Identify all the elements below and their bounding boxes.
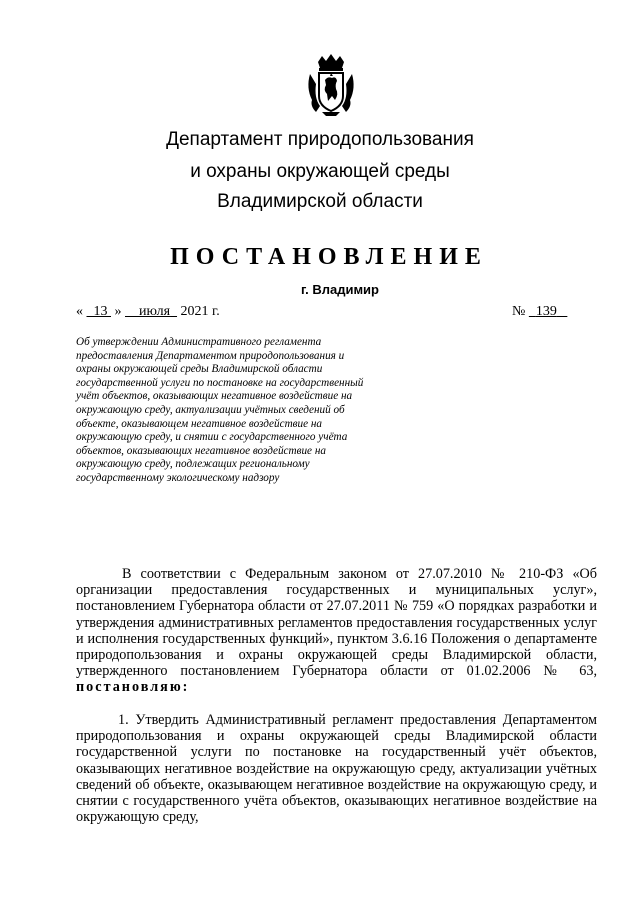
preamble-paragraph xyxy=(76,566,597,696)
department-name-line-2: и охраны окружающей среды xyxy=(190,161,450,182)
department-name-line-1: Департамент природопользования xyxy=(166,129,474,150)
department-name-line-3: Владимирской области xyxy=(217,191,423,212)
document-subject: Об утверждении Административного регламента предоставления Департаментом природопользования и охраны окружающей среды Владимирской области государственной услуги по постановке на государственный учёт объектов, оказывающих негативное воздействие на окружающую среду, актуализации учётных сведений об объекте, оказывающем негативное воздействие на окружающую среду, и снятии с государственного учёта объектов, оказывающих негативное воздействие на окружающую среду, подлежащих региональному государственному экологическому надзору xyxy=(76,336,364,484)
date-day: 13 xyxy=(93,304,108,319)
city: г. Владимир xyxy=(300,282,379,297)
number-label: № xyxy=(512,304,526,319)
document-title: ПОСТАНОВЛЕНИЕ xyxy=(170,244,488,270)
document-date xyxy=(76,304,220,320)
document-number xyxy=(512,304,567,320)
date-open-quote: « xyxy=(76,304,83,319)
date-month: июля xyxy=(139,304,171,319)
date-year: 2021 г. xyxy=(180,304,220,319)
number-value: 139 xyxy=(535,304,557,319)
clause-1-paragraph: 1. Утвердить Административный регламент предоставления Департаментом природопользования и охраны окружающей среды Владимирской области государственной услуги по постановке на государственный учёт объектов, оказывающих негативное воздействие на окружающую среду, актуализации учётных сведений об объекте, оказывающем негативное воздействие на окружающую среду, и снятии с государственного учёта объектов, оказывающих негативное воздействие на окружающую среду, xyxy=(76,712,597,826)
preamble-text: В соответствии с Федеральным законом от 27.07.2010 № 210-ФЗ «Об организации предоставления государственных и муниципальных услуг», постановлением Губернатора области от 27.07.2011 № 759 «О порядках разработки и утверждения административных регламентов предоставления государственных услуг и исполнения государственных функций», пунктом 3.6.16 Положения о департаменте природопользования и охраны окружающей среды Владимирской области, утвержденного постановлением Губернатора области от 01.02.2006 № 63, xyxy=(76,566,597,680)
resolve-keyword: постановляю: xyxy=(76,679,190,696)
coat-of-arms-icon xyxy=(306,54,356,116)
date-close-quote: » xyxy=(114,304,122,319)
